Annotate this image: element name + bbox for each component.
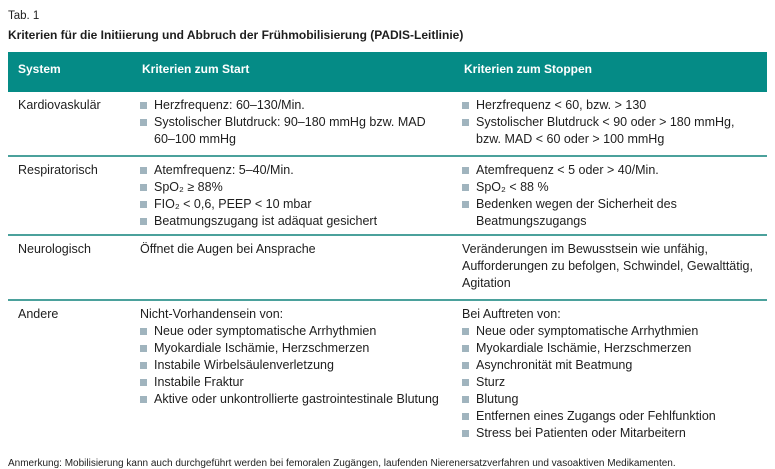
list-item <box>462 340 757 357</box>
start-criteria-cell <box>140 97 462 148</box>
list-item-text: Asynchronität mit Beatmung <box>476 358 633 372</box>
bullet-square-icon <box>462 184 469 191</box>
bullet-square-icon <box>462 102 469 109</box>
list-item-text: Beatmungszugang ist adäquat gesichert <box>154 214 378 228</box>
list-item <box>462 357 757 374</box>
system-cell: Andere <box>18 307 59 321</box>
list-item <box>140 114 442 148</box>
list-item-text: Herzfrequenz: 60–130/Min. <box>154 98 305 112</box>
bullet-square-icon <box>140 396 147 403</box>
bullet-square-icon <box>140 102 147 109</box>
list-item <box>140 340 442 357</box>
system-cell: Respiratorisch <box>18 163 98 177</box>
bullet-square-icon <box>462 201 469 208</box>
list-item-text: Blutung <box>476 392 519 406</box>
list-item <box>462 196 757 230</box>
list-item <box>462 323 757 340</box>
stop-criteria-cell <box>462 306 767 442</box>
list-item-text: Myokardiale Ischämie, Herzschmerzen <box>154 341 370 355</box>
bullet-square-icon <box>462 119 469 126</box>
bullet-square-icon <box>140 328 147 335</box>
list-item <box>462 162 757 179</box>
list-item <box>140 179 442 196</box>
bullet-square-icon <box>462 430 469 437</box>
list-item <box>140 162 442 179</box>
list-item <box>140 97 442 114</box>
stop-criteria-cell <box>462 241 767 292</box>
list-item-text: Neue oder symptomatische Arrhythmien <box>154 324 377 338</box>
list-item-text: Bedenken wegen der Sicherheit des Beatmungszugangs <box>476 197 677 228</box>
criteria-text: Öffnet die Augen bei Ansprache <box>140 242 316 256</box>
list-item-text: Neue oder symptomatische Arrhythmien <box>476 324 699 338</box>
list-item-text: SpO₂ ≥ 88% <box>154 180 223 194</box>
list-item <box>462 179 757 196</box>
list-item-text: FIO₂ < 0,6, PEEP < 10 mbar <box>154 197 312 211</box>
table-header-row <box>8 52 767 92</box>
bullet-square-icon <box>140 184 147 191</box>
bullet-square-icon <box>462 167 469 174</box>
table-label: Tab. 1 <box>8 10 40 22</box>
bullet-square-icon <box>140 345 147 352</box>
bullet-square-icon <box>140 362 147 369</box>
table-row-respiratorisch <box>8 155 767 234</box>
system-cell: Kardiovaskulär <box>18 98 101 112</box>
bullet-square-icon <box>140 201 147 208</box>
list-item-text: Instabile Wirbelsäulenverletzung <box>154 358 334 372</box>
list-item-text: Herzfrequenz < 60, bzw. > 130 <box>476 98 647 112</box>
list-item-text: Atemfrequenz: 5–40/Min. <box>154 163 294 177</box>
bullet-square-icon <box>462 345 469 352</box>
list-item-text: Entfernen eines Zugangs oder Fehlfunktion <box>476 409 716 423</box>
criteria-table <box>8 52 767 449</box>
bullet-square-icon <box>140 379 147 386</box>
bullet-square-icon <box>462 362 469 369</box>
start-criteria-cell <box>140 241 462 292</box>
start-criteria-cell <box>140 162 462 230</box>
start-criteria-cell <box>140 306 462 442</box>
table-caption: Kriterien für die Initiierung und Abbruch der Frühmobilisierung (PADIS-Leitlinie) <box>8 28 464 42</box>
list-item <box>462 374 757 391</box>
list-item <box>462 97 757 114</box>
bullet-square-icon <box>140 167 147 174</box>
system-cell: Neurologisch <box>18 242 91 256</box>
header-start-criteria: Kriterien zum Start <box>142 62 250 76</box>
list-item <box>140 374 442 391</box>
list-item-text: Systolischer Blutdruck: 90–180 mmHg bzw. MAD 60–100 mmHg <box>154 115 426 146</box>
list-item-text: Myokardiale Ischämie, Herzschmerzen <box>476 341 692 355</box>
list-item-text: Systolischer Blutdruck < 90 oder > 180 mmHg, bzw. MAD < 60 oder > 100 mmHg <box>476 115 735 146</box>
list-item-text: SpO₂ < 88 % <box>476 180 549 194</box>
list-item <box>140 391 442 408</box>
list-item-text: Instabile Fraktur <box>154 375 244 389</box>
header-stop-criteria: Kriterien zum Stoppen <box>464 62 593 76</box>
bullet-square-icon <box>462 413 469 420</box>
criteria-intro: Nicht-Vorhandensein von: <box>140 307 284 321</box>
table-row-andere <box>8 299 767 449</box>
list-item <box>462 425 757 442</box>
list-item-text: Aktive oder unkontrollierte gastrointestinale Blutung <box>154 392 439 406</box>
bullet-square-icon <box>462 328 469 335</box>
criteria-list <box>140 323 442 408</box>
list-item <box>140 196 442 213</box>
criteria-list <box>462 323 757 442</box>
list-item-text: Sturz <box>476 375 506 389</box>
criteria-intro: Bei Auftreten von: <box>462 307 561 321</box>
table-row-neurologisch <box>8 234 767 299</box>
stop-criteria-cell <box>462 162 767 230</box>
list-item <box>140 213 442 230</box>
bullet-square-icon <box>140 119 147 126</box>
list-item <box>462 114 757 148</box>
bullet-square-icon <box>462 396 469 403</box>
list-item <box>462 408 757 425</box>
stop-criteria-cell <box>462 97 767 148</box>
list-item-text: Atemfrequenz < 5 oder > 40/Min. <box>476 163 659 177</box>
header-system: System <box>18 62 61 76</box>
criteria-text: Veränderungen im Bewusstsein wie unfähig, Aufforderungen zu befolgen, Schwindel, Gewalttätig, Agitation <box>462 242 753 290</box>
list-item <box>462 391 757 408</box>
list-item <box>140 357 442 374</box>
table-row-kardiovaskulaer <box>8 92 767 155</box>
bullet-square-icon <box>140 218 147 225</box>
footnote: Anmerkung: Mobilisierung kann auch durchgeführt werden bei femoralen Zugängen, laufenden Nierenersatzverfahren und vasoaktiven Medikamenten. <box>8 458 676 469</box>
list-item-text: Stress bei Patienten oder Mitarbeitern <box>476 426 686 440</box>
bullet-square-icon <box>462 379 469 386</box>
list-item <box>140 323 442 340</box>
